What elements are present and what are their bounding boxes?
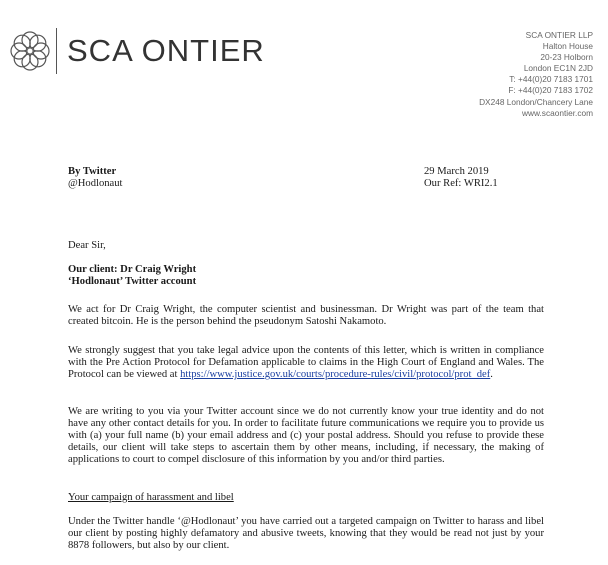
firm-logo (10, 28, 265, 74)
date-ref-block (424, 166, 498, 190)
address-line: London EC1N 2JD (523, 63, 593, 74)
subject-line-2: ‘Hodlonaut’ Twitter account (68, 276, 197, 288)
address-line: SCA ONTIER LLP (525, 30, 593, 40)
paragraph-2 (68, 345, 544, 381)
address-line: Halton House (542, 41, 593, 52)
address-line: 20-23 Holborn (540, 52, 593, 63)
phone-line: T: +44(0)20 7183 1701 (509, 74, 593, 85)
paragraph-1: We act for Dr Craig Wright, the computer scientist and businessman. Dr Wright was part of the team that created bitcoin. He is the person behind the pseudonym Satoshi Nakamoto. (68, 304, 544, 328)
flower-emblem-icon (10, 31, 50, 71)
subject-block (68, 264, 544, 288)
our-ref: Our Ref: WRI2.1 (424, 178, 498, 189)
paragraph-3: We are writing to you via your Twitter account since we do not currently know your true identity and do not have any other contact details for you. In order to facilitate future communications we require you to provide us with (a) your full name (b) your email address and (c) your postal address. Should you refuse to provide these details, our client will take steps to ascertain them by other means, including, if necessary, the making of applications to court to compel disclosure of this information by you and/or third parties. (68, 406, 544, 466)
firm-name: SCA ONTIER (67, 33, 265, 68)
dx-line: DX248 London/Chancery Lane (479, 96, 593, 107)
logo-divider (56, 28, 57, 74)
salutation: Dear Sir, (68, 240, 106, 251)
paragraph-2-text: We strongly suggest that you take legal advice upon the contents of this letter, which is written in compliance with the Pre Action Protocol for Defamation applicable to claims in the High Court of England and Wales. The Protocol can be viewed at (68, 345, 544, 381)
firm-address-block (479, 30, 593, 119)
fax-line: F: +44(0)20 7183 1702 (508, 85, 593, 96)
section-heading-text: Your campaign of harassment and libel (68, 492, 234, 503)
recipient-handle: @Hodlonaut (68, 178, 123, 189)
recipient-block (68, 166, 122, 190)
paragraph-4: Under the Twitter handle ‘@Hodlonaut’ you have carried out a targeted campaign on Twitter to harass and libel our client by posting highly defamatory and abusive tweets, knowing that they would be read not just by your 8878 followers, but also by our client. (68, 516, 544, 552)
section-heading (68, 492, 544, 504)
subject-line-1: Our client: Dr Craig Wright (68, 264, 197, 275)
letter-date: 29 March 2019 (424, 166, 489, 177)
protocol-link[interactable]: https://www.justice.gov.uk/courts/procedure-rules/civil/protocol/prot_def (180, 369, 491, 381)
paragraph-2-end: . (490, 369, 493, 381)
website-line: www.scaontier.com (521, 107, 593, 118)
delivery-method: By Twitter (68, 166, 117, 177)
